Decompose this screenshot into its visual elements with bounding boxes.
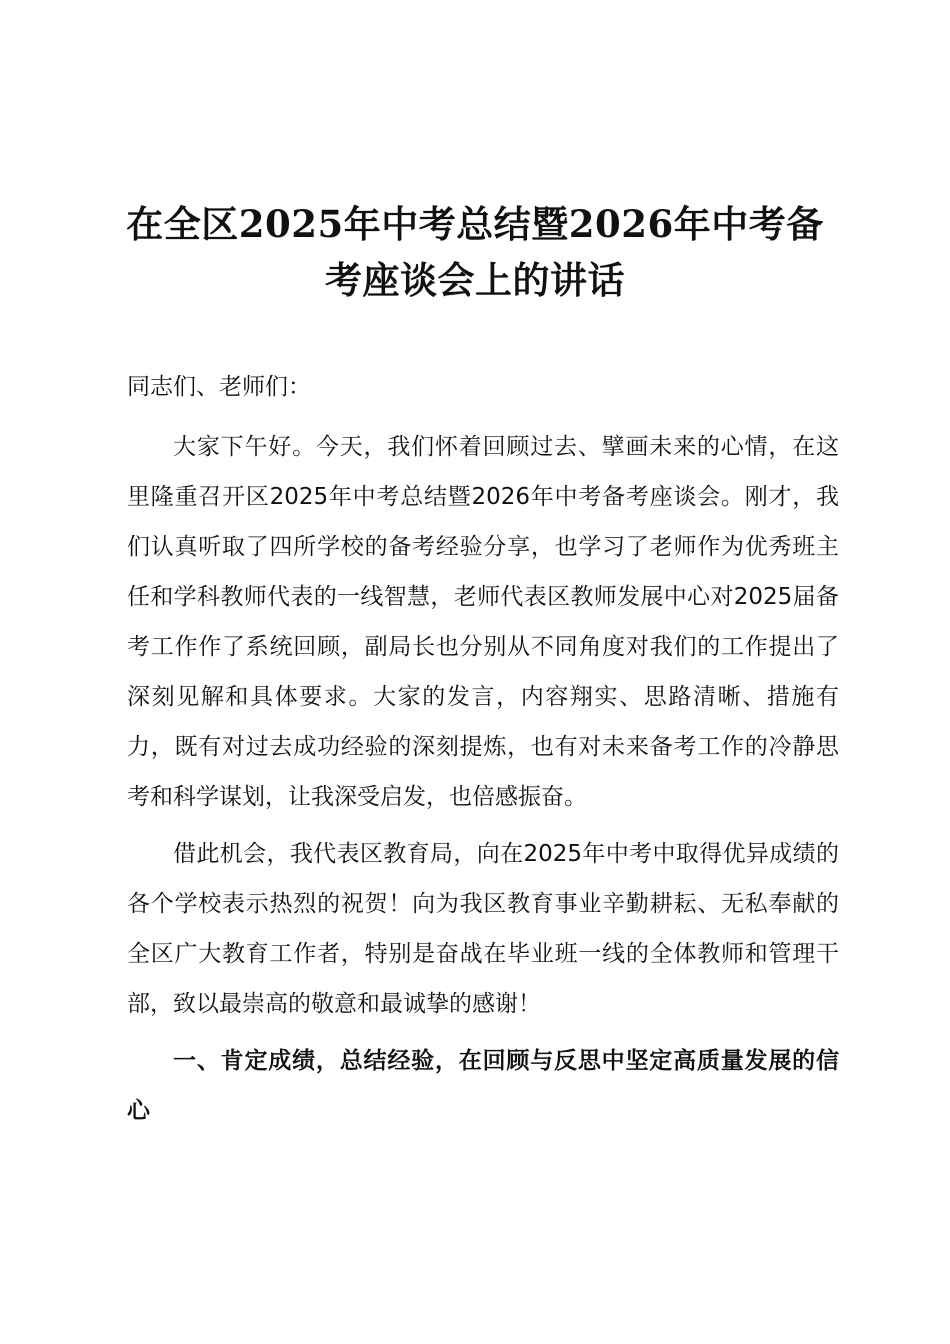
document-body xyxy=(127,362,839,1143)
document-title: 在全区2025年中考总结暨2026年中考备考座谈会上的讲话 xyxy=(126,202,824,302)
paragraph-thanks: 借此机会，我代表区教育局，向在2025年中考中取得优异成绩的各个学校表示热烈的祝贺！向为我区教育事业辛勤耕耘、无私奉献的全区广大教育工作者，特别是奋战在毕业班一线的全体教师和管理干部，致以最崇高的敬意和最诚挚的感谢！ xyxy=(127,841,839,1017)
section-heading: 一、肯定成绩，总结经验，在回顾与反思中坚定高质量发展的信心 xyxy=(127,1048,839,1124)
paragraph-opening: 大家下午好。今天，我们怀着回顾过去、擘画未来的心情，在这里隆重召开区2025年中考总结暨2026年中考备考座谈会。刚才，我们认真听取了四所学校的备考经验分享，也学习了老师作为优秀班主任和学科教师代表的一线智慧，老师代表区教师发展中心对2025届备考工作作了系统回顾，副局长也分别从不同角度对我们的工作提出了深刻见解和具体要求。大家的发言，内容翔实、思路清晰、措施有力，既有对过去成功经验的深刻提炼，也有对未来备考工作的冷静思考和科学谋划，让我深受启发，也倍感振奋。 xyxy=(127,434,839,810)
salutation: 同志们、老师们： xyxy=(127,374,311,400)
